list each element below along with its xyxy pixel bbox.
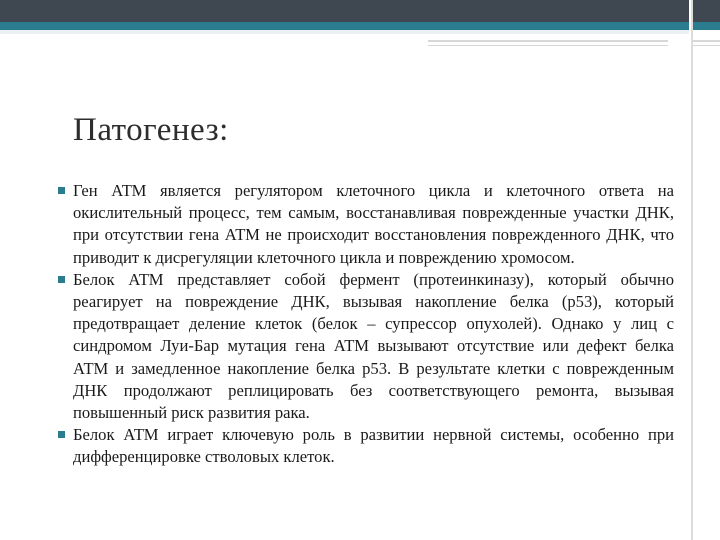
bullet-list	[56, 180, 674, 469]
corner-block-accent	[693, 22, 720, 30]
header-bar-dark	[0, 0, 689, 22]
vertical-divider	[691, 0, 693, 540]
corner-decorative-line	[693, 40, 720, 42]
square-bullet-icon	[58, 276, 65, 283]
slide-title: Патогенез:	[73, 112, 229, 148]
decorative-line-thin	[428, 45, 668, 46]
corner-decorative-line-thin	[693, 45, 720, 46]
decorative-line	[428, 40, 668, 42]
bullet-item	[56, 269, 674, 424]
bullet-item	[56, 424, 674, 468]
header-bar-light	[0, 30, 689, 34]
bullet-item	[56, 180, 674, 269]
square-bullet-icon	[58, 187, 65, 194]
square-bullet-icon	[58, 431, 65, 438]
bullet-text: Белок АТМ играет ключевую роль в развитии нервной системы, особенно при дифференцировке стволовых клеток.	[73, 425, 674, 467]
header-bar-accent	[0, 22, 689, 30]
bullet-text: Ген АТМ является регулятором клеточного цикла и клеточного ответа на окислительный процесс, тем самым, восстанавливая поврежденные участки ДНК, при отсутствии гена АТМ не происходит восстановления поврежденного ДНК, что приводит к дисрегуляции клеточного цикла и повреждению хромосом.	[73, 181, 674, 267]
corner-block-dark	[693, 0, 720, 22]
bullet-text: Белок АТМ представляет собой фермент (протеинкиназу), который обычно реагирует на повреждение ДНК, вызывая накопление белка (р53), который предотвращает деление клеток (белок – супрессор опухолей). Однако у лиц с синдромом Луи-Бар мутация гена АТМ вызывают отсутствие или дефект белка АТМ и замедленное накопление белка р53. В результате клетки с поврежденным ДНК продолжают реплицировать без соответствующего ремонта, вызывая повышенный риск развития рака.	[73, 269, 674, 423]
